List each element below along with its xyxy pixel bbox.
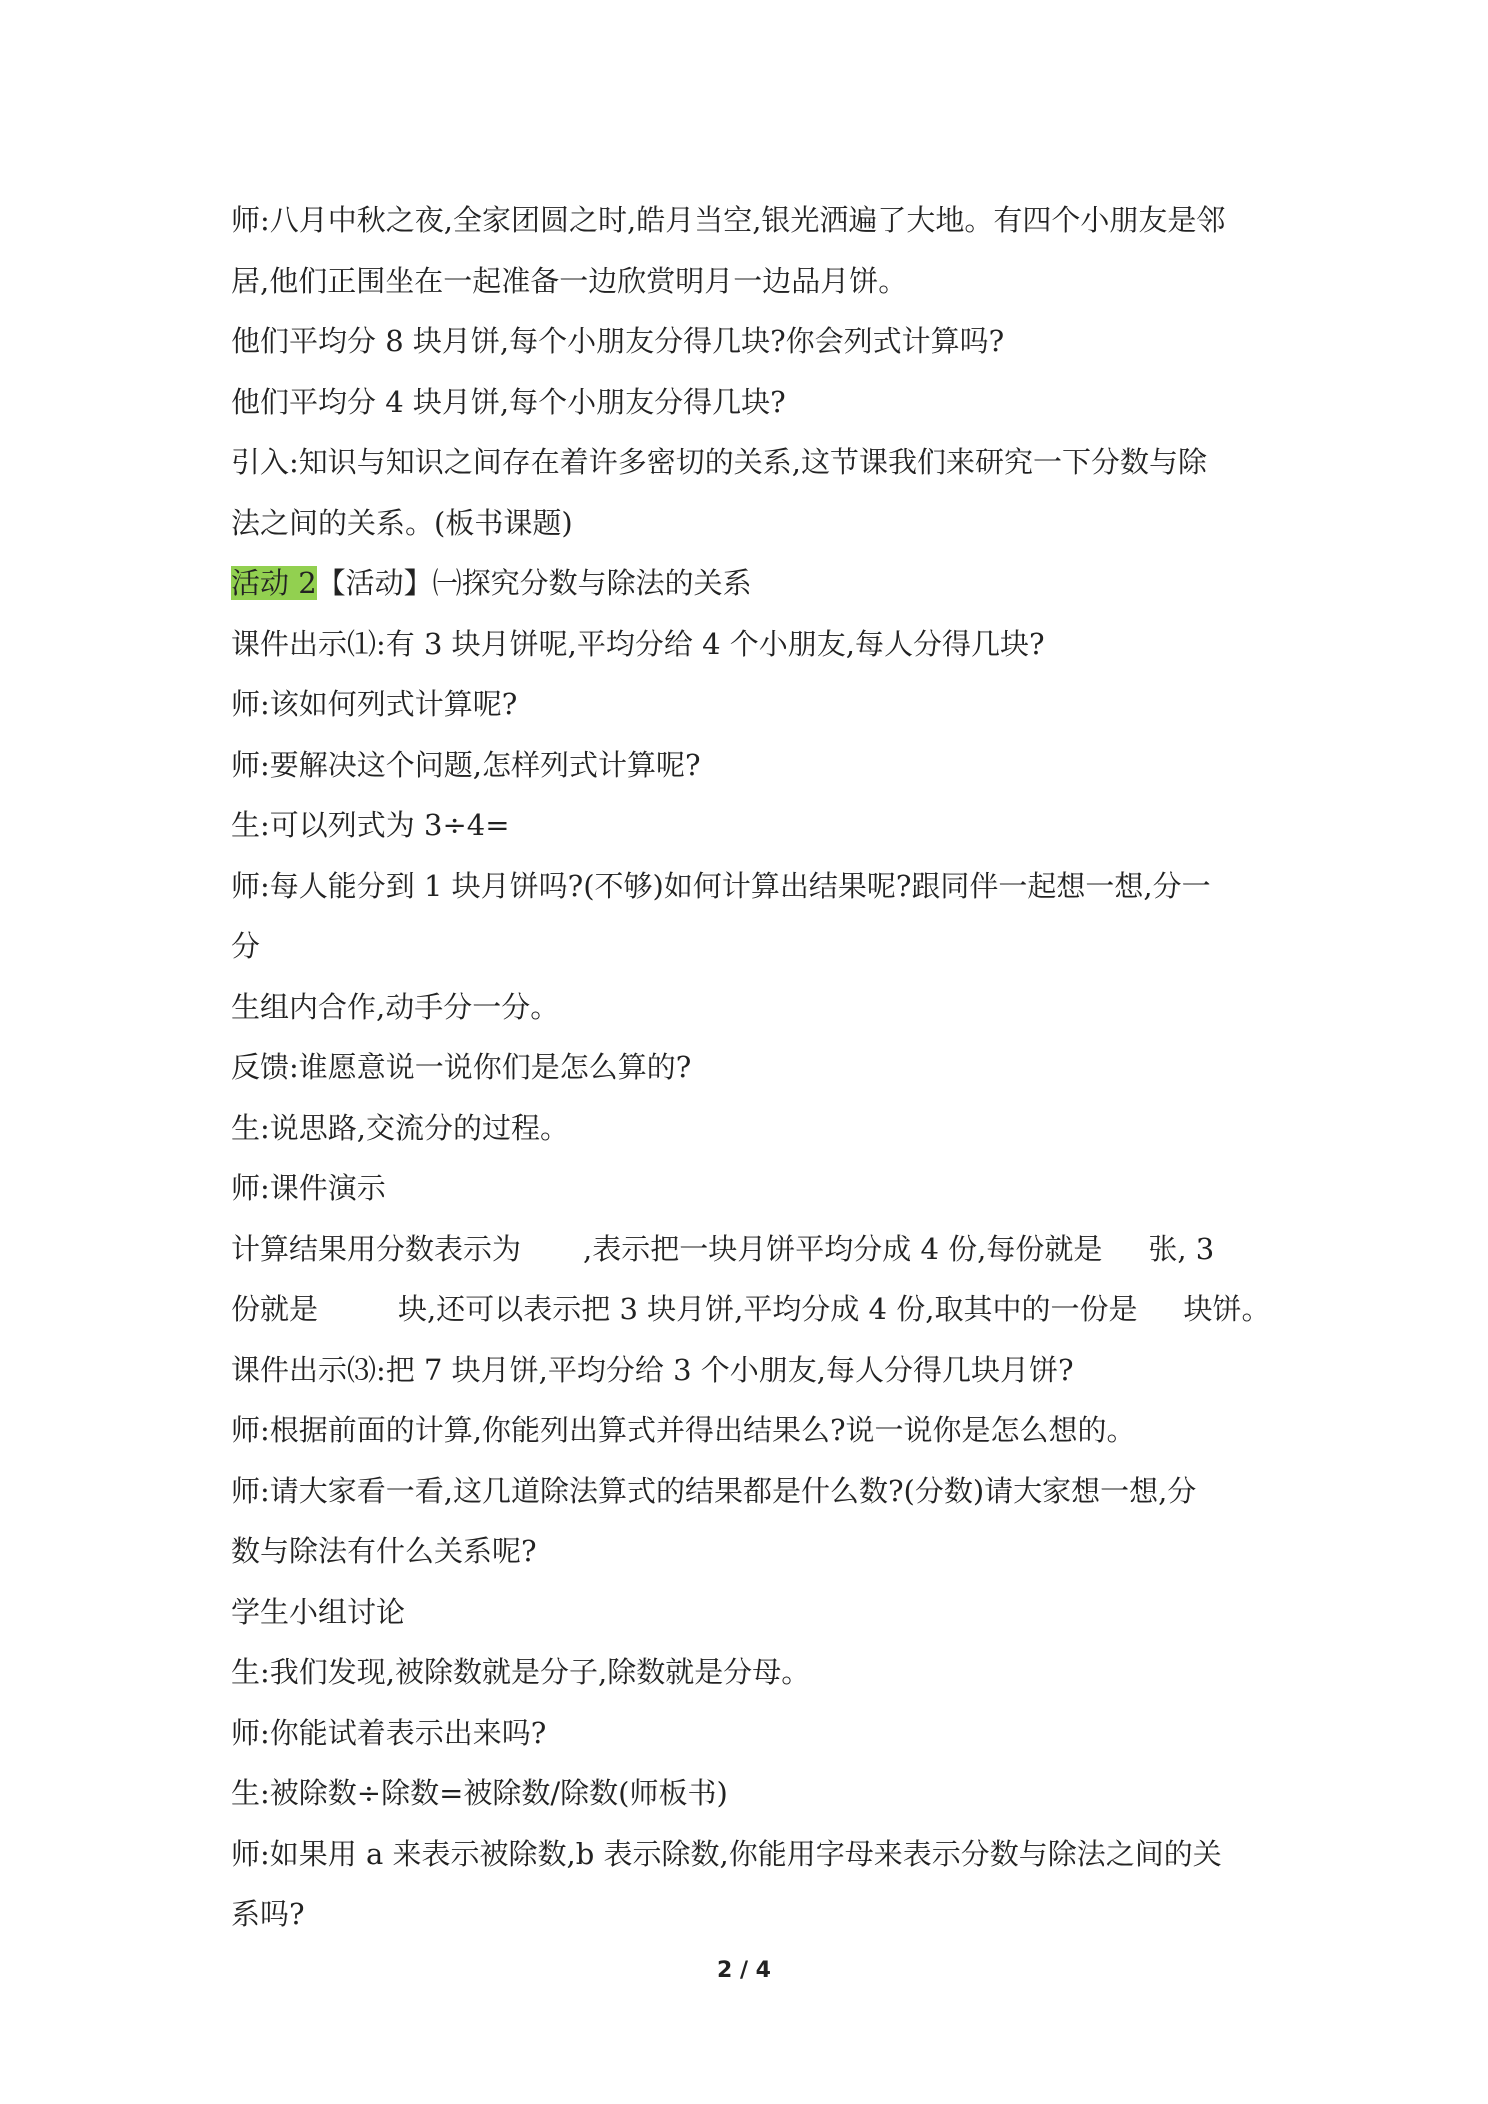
text-line: 师:该如何列式计算呢? bbox=[231, 687, 518, 721]
fill-in-line bbox=[231, 1279, 1271, 1340]
text-line: 学生小组讨论 bbox=[231, 1594, 406, 1629]
text-line: 居,他们正围坐在一起准备一边欣赏明月一边品月饼。 bbox=[231, 263, 908, 298]
text-line: 生:说思路,交流分的过程。 bbox=[231, 1110, 569, 1145]
text-line: 师:每人能分到 1 块月饼吗?(不够)如何计算出结果呢?跟同伴一起想一想,分一 bbox=[231, 868, 1211, 903]
text-line: 系吗? bbox=[231, 1897, 305, 1931]
activity-title: 【活动】㈠探究分数与除法的关系 bbox=[316, 566, 752, 600]
text-line: 法之间的关系。(板书课题) bbox=[231, 505, 573, 540]
text-line: 生组内合作,动手分一分。 bbox=[231, 989, 560, 1024]
fill-text: 块,还可以表示把 3 块月饼,平均分成 4 份,取其中的一份是 bbox=[398, 1292, 1138, 1326]
text-line: 课件出示⑶:把 7 块月饼,平均分给 3 个小朋友,每人分得几块月饼? bbox=[231, 1352, 1074, 1387]
text-line: 师:你能试着表示出来吗? bbox=[231, 1715, 547, 1750]
text-line: 他们平均分 4 块月饼,每个小朋友分得几块? bbox=[231, 384, 786, 419]
fill-text: 计算结果用分数表示为 bbox=[231, 1231, 522, 1266]
activity-tag: 活动 2 bbox=[231, 566, 317, 600]
text-line: 生:可以列式为 3÷4= bbox=[231, 808, 510, 842]
text-line: 师:根据前面的计算,你能列出算式并得出结果么?说一说你是怎么想的。 bbox=[231, 1413, 1136, 1447]
text-line: 师:八月中秋之夜,全家团圆之时,皓月当空,银光洒遍了大地。有四个小朋友是邻 bbox=[231, 203, 1226, 237]
text-line: 师:课件演示 bbox=[231, 1171, 386, 1205]
activity-heading bbox=[231, 553, 1271, 614]
fill-text: 张, 3 bbox=[1148, 1231, 1215, 1266]
text-line: 数与除法有什么关系呢? bbox=[231, 1534, 537, 1568]
text-line: 师:如果用 a 来表示被除数,b 表示除数,你能用字母来表示分数与除法之间的关 bbox=[231, 1836, 1222, 1871]
fill-text: 份就是 bbox=[231, 1292, 319, 1326]
text-line: 师:请大家看一看,这几道除法算式的结果都是什么数?(分数)请大家想一想,分 bbox=[231, 1473, 1197, 1508]
fill-text: ,表示把一块月饼平均分成 4 份,每份就是 bbox=[583, 1231, 1103, 1266]
text-line: 反馈:谁愿意说一说你们是怎么算的? bbox=[231, 1050, 692, 1084]
page-content bbox=[231, 190, 1271, 1945]
text-line: 生:被除数÷除数=被除数/除数(师板书) bbox=[231, 1776, 728, 1810]
text-line: 他们平均分 8 块月饼,每个小朋友分得几块?你会列式计算吗? bbox=[231, 324, 1005, 358]
text-line: 生:我们发现,被除数就是分子,除数就是分母。 bbox=[231, 1655, 811, 1689]
fill-text: 块饼。 bbox=[1183, 1292, 1271, 1326]
fill-in-line bbox=[231, 1219, 1271, 1280]
text-line: 分 bbox=[231, 929, 261, 963]
text-line: 引入:知识与知识之间存在着许多密切的关系,这节课我们来研究一下分数与除 bbox=[231, 445, 1207, 479]
page-number: 2 / 4 bbox=[717, 1958, 771, 1983]
text-line: 师:要解决这个问题,怎样列式计算呢? bbox=[231, 747, 701, 782]
text-line: 课件出示⑴:有 3 块月饼呢,平均分给 4 个小朋友,每人分得几块? bbox=[231, 626, 1045, 661]
